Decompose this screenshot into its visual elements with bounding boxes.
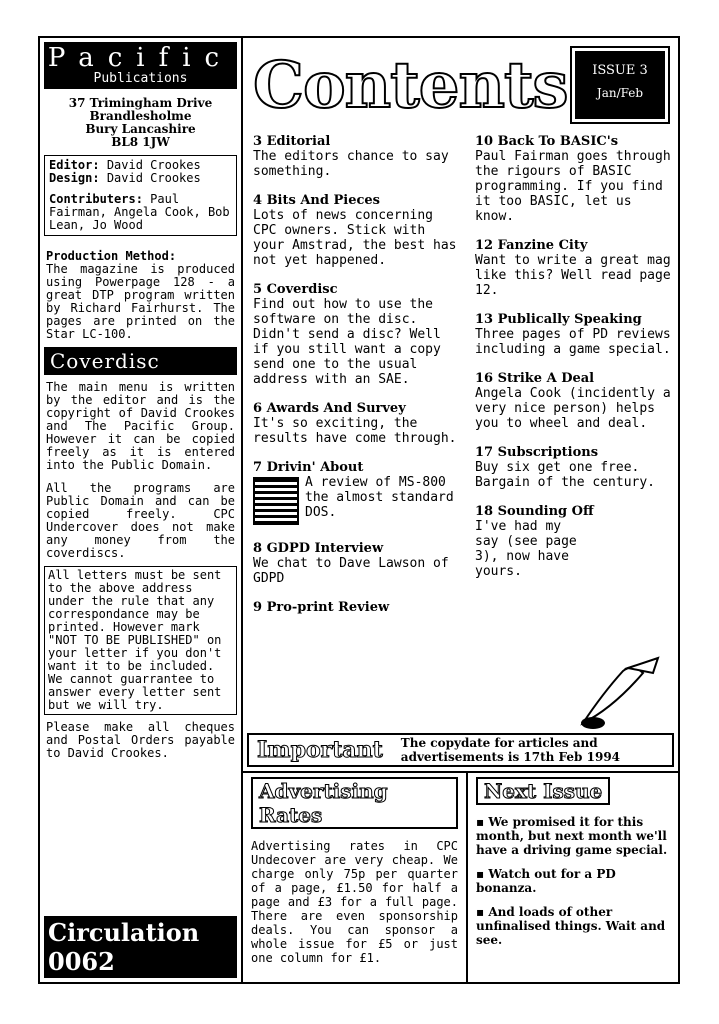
coverdisc-heading: Coverdisc	[44, 347, 237, 375]
editor-label: Editor:	[49, 158, 100, 172]
issue-date: Jan/Feb	[596, 86, 644, 100]
important-box	[247, 733, 674, 767]
next-issue-item: ▪ We promised it for this month, but next month we'll have a driving game special.	[476, 815, 668, 857]
contents-column-2	[475, 134, 675, 593]
left-sidebar	[40, 38, 243, 982]
main-area	[243, 38, 678, 982]
address-line: Brandlesholme	[89, 109, 192, 123]
contents-entry: 16 Strike A Deal Angela Cook (incidently a very nice person) helps you to wheel and deal.	[475, 371, 671, 431]
contents-entry: 6 Awards And Survey It's so exciting, the results have come through.	[253, 401, 457, 446]
letters-box: All letters must be sent to the above address under the rule that any correspondance may be printed. However mark "NOT TO BE PUBLISHED" on your letter if you don't want it to be included. We cannot guarrantee to answer every letter sent but we will try.	[44, 566, 237, 715]
address-line: 37 Trimingham Drive	[68, 96, 213, 110]
next-issue-item: ▪ Watch out for a PD bonanza.	[476, 867, 616, 895]
contents-entry: 8 GDPD Interview We chat to Dave Lawson of GDPD	[253, 541, 449, 586]
contrib-label: Contributers:	[49, 192, 143, 206]
page-title: Contents	[253, 48, 568, 123]
disk-icon	[253, 477, 299, 525]
publisher-name: Pacific	[47, 43, 234, 73]
circulation-banner: Circulation 0062	[44, 916, 237, 978]
address-line: Bury Lancashire	[85, 122, 196, 136]
design-name: David Crookes	[106, 171, 201, 185]
contents-entry: 9 Pro-print Review	[253, 600, 390, 615]
contents-entry: 12 Fanzine City Want to write a great mag like this? Well read page 12.	[475, 238, 671, 298]
contrib-names: Paul Fairman, Angela Cook, Bob Lean, Jo Wood	[49, 192, 230, 232]
credits-box	[44, 155, 237, 236]
contents-entry: 7 Drivin' About A review of MS-800 the almost standard DOS.	[253, 460, 459, 527]
publisher-banner	[44, 42, 237, 89]
contents-entry: 17 Subscriptions Buy six get one free. Bargain of the century.	[475, 445, 656, 490]
publisher-address	[40, 97, 241, 149]
production-label: Production Method:	[46, 249, 177, 263]
contents-entry: 18 Sounding Off I've had my say (see page 3), now have yours.	[475, 504, 594, 579]
next-issue-panel	[468, 773, 678, 982]
quill-scroll-icon	[573, 653, 663, 733]
editor-name: David Crookes	[106, 158, 201, 172]
bottom-section	[243, 771, 678, 982]
advertising-text: Advertising rates in CPC Undecover are very cheap. We charge only 75p per quarter of a page, £1.50 for half a page and £3 for a full page. There are even sponsorship deals. You can sponsor a whole issue for £5 or just one column for £1.	[251, 839, 458, 965]
next-issue-heading: Next Issue	[476, 777, 610, 805]
issue-badge	[570, 46, 670, 124]
contents-entry: 4 Bits And Pieces Lots of news concerning CPC owners. Stick with your Amstrad, the best has not yet happened.	[253, 193, 457, 268]
contents-entry: 10 Back To BASIC's Paul Fairman goes through the rigours of BASIC programming. If you find it too BASIC, let us know.	[475, 134, 671, 224]
advertising-heading: Advertising Rates	[251, 777, 458, 829]
coverdisc-text-2: All the programs are Public Domain and can be copied freely. CPC Undercover does not make any money from the coverdiscs.	[46, 481, 235, 560]
next-issue-item: ▪ And loads of other unfinalised things. Wait and see.	[476, 905, 666, 947]
contents-column-1	[253, 134, 459, 629]
important-text: The copydate for articles and advertisements is 17th Feb 1994	[400, 736, 621, 764]
coverdisc-text-1: The main menu is written by the editor and is the copyright of David Crookes and The Pacific Group. However it can be copied freely as it is entered into the Public Domain.	[46, 380, 235, 472]
publisher-sub: Publications	[93, 71, 188, 86]
important-label: Important	[257, 737, 383, 763]
contents-entry: 13 Publically Speaking Three pages of PD reviews including a game special.	[475, 312, 671, 357]
design-label: Design:	[49, 171, 100, 185]
contents-page	[38, 36, 680, 984]
cheques-text: Please make all cheques and Postal Orders payable to David Crookes.	[46, 720, 235, 760]
issue-number: ISSUE 3	[592, 63, 648, 78]
contents-entry: 5 Coverdisc Find out how to use the software on the disc. Didn't send a disc? Well if you still want a copy send one to the usual address with an SAE.	[253, 282, 441, 387]
contents-entry: 3 Editorial The editors chance to say something.	[253, 134, 449, 179]
address-line: BL8 1JW	[111, 135, 170, 149]
advertising-panel	[243, 773, 468, 982]
production-text: The magazine is produced using Powerpage 128 - a great DTP program written by Richard Fairhurst. The pages are printed on the Star LC-100.	[46, 262, 235, 341]
